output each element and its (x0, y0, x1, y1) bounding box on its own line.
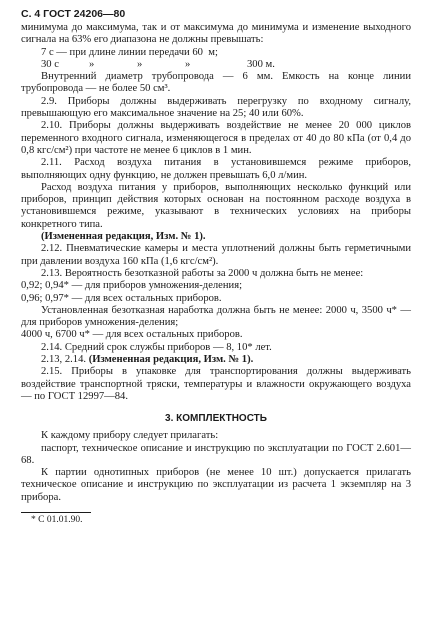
paragraph-2-14: 2.14. Средний срок службы приборов — 8, 10* лет. (41, 341, 272, 353)
amendment-note-1: (Измененная редакция, Изм. № 1). (41, 231, 206, 243)
page-header: С. 4 ГОСТ 24206—80 (21, 8, 126, 20)
timing-row-2 (21, 59, 411, 71)
amendment-note-2-refs: 2.13, 2.14. (41, 354, 87, 366)
paragraph-2-9: 2.9. Приборы должны выдерживать перегрузку по входному сигналу, превышающую его максимальное значение на 25; 40 или 60%. (21, 95, 411, 120)
paragraph-1: минимума до максимума, так и от максимума до минимума и изменение выходного сигнала на 63% его диапазона не должны превышать: (21, 22, 411, 46)
reliability-line-2: 0,96; 0,97* — для всех остальных приборов. (21, 292, 222, 304)
paragraph-2-15: 2.15. Приборы в упаковке для транспортирования должны выдерживать воздействие транспортной тряски, температуры и влажности окружающего воздуха — по ГОСТ 12997—84. (21, 366, 411, 402)
paragraph-air-consumption: Расход воздуха питания у приборов, выполняющих несколько функций или приборов, принцип действия которых основан на постоянном расходе воздуха в установившемся режиме, указывают в технических условиях на приборы конкретного типа. (21, 181, 411, 230)
timing-row-2-time: 30 с (41, 58, 59, 70)
paragraph-2-12: 2.12. Пневматические камеры и места уплотнений должны быть герметичными при давлении воздуха 160 кПа (1,6 кгс/см²). (21, 243, 411, 267)
ditto-mark: » (185, 58, 191, 70)
paragraph-3-1: К каждому прибору следует прилагать: (41, 430, 219, 442)
reliability-line-1: 0,92; 0,94* — для приборов умножения-деления; (21, 280, 243, 292)
timing-row-2-length: 300 м. (247, 58, 275, 70)
paragraph-3-3: К партии однотипных приборов (не менее 10 шт.) допускается прилагать техническое описание и инструкцию по эксплуатации из расчета 1 экземпляр на 3 прибора. (21, 467, 411, 503)
ditto-mark: » (137, 58, 143, 70)
paragraph-2-10: 2.10. Приборы должны выдерживать воздействие не менее 20 000 циклов переменного входного сигнала, изменяющегося в пределах от 40 до 80 кПа (от 0,4 до 0,8 кгс/см²) при частоте не менее 6 циклов в 1 мин. (21, 120, 411, 156)
paragraph-2-11: 2.11. Расход воздуха питания в установившемся режиме приборов, выполняющих одну функцию, не должен превышать 6,0 л/мин. (21, 157, 411, 181)
footnote-divider (21, 512, 91, 513)
paragraph-3-2: паспорт, техническое описание и инструкцию по эксплуатации по ГОСТ 2.601—68. (21, 442, 411, 466)
paragraph-2: Внутренний диаметр трубопровода — 6 мм. Емкость на конце линии трубопровода — не более 50 см³. (21, 71, 411, 95)
amendment-note-2-text: (Измененная редакция, Изм. № 1). (88, 354, 254, 366)
footnote: * С 01.01.90. (31, 514, 83, 525)
paragraph-mtbf: Установленная безотказная наработка должна быть не менее: 2000 ч, 3500 ч* — для приборов умножения-деления; (21, 304, 411, 329)
timing-row-1 (21, 47, 411, 59)
amendment-note-2 (21, 354, 411, 366)
mtbf-line-2: 4000 ч, 6700 ч* — для всех остальных приборов. (21, 329, 243, 341)
timing-row-1-text: 7 с — при длине линии передачи 60 м; (41, 46, 218, 58)
section-heading-completeness: 3. КОМПЛЕКТНОСТЬ (165, 413, 267, 425)
ditto-mark: » (89, 58, 95, 70)
paragraph-2-13: 2.13. Вероятность безотказной работы за 2000 ч должна быть не менее: (41, 267, 364, 279)
